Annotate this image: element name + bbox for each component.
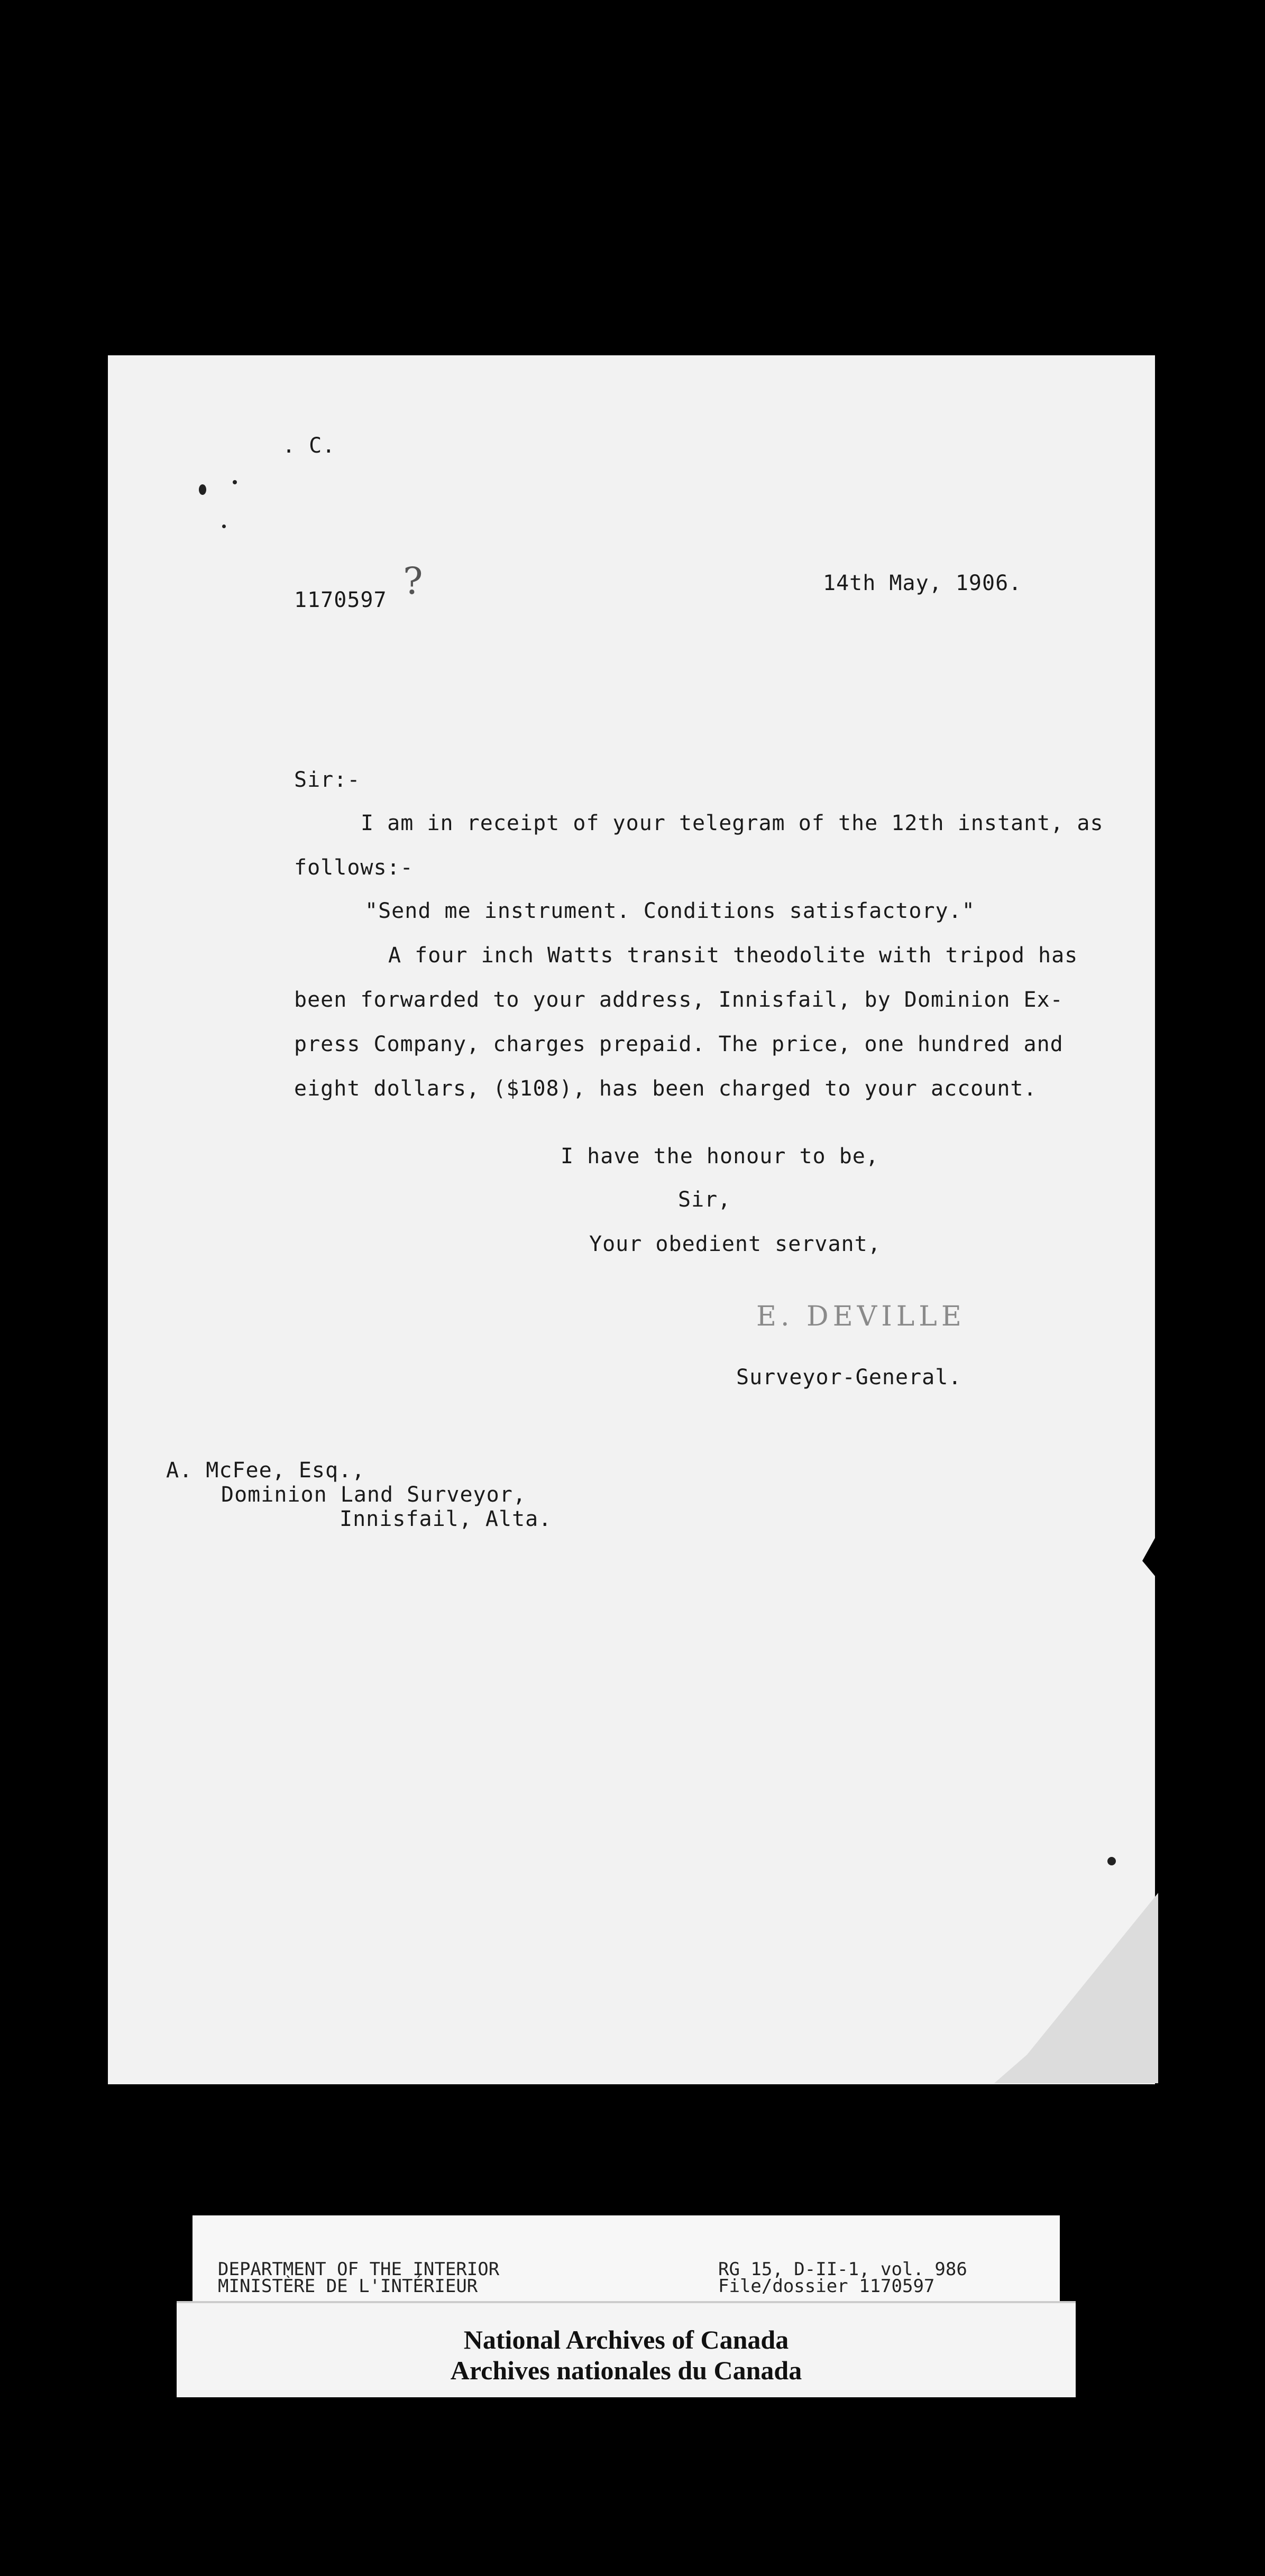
department-en: DEPARTMENT OF THE INTERIOR	[218, 2259, 500, 2280]
archives-banner	[177, 2301, 1076, 2397]
closing-line: Sir,	[678, 1188, 731, 1212]
handwritten-mark: ?	[403, 559, 423, 603]
archive-reference-label	[192, 2215, 1060, 2304]
body-line: A four inch Watts transit theodolite with tripod has	[388, 943, 1078, 968]
body-line: follows:-	[294, 855, 414, 880]
archive-name-fr: Archives nationales du Canada	[450, 2356, 802, 2385]
ink-speck	[222, 525, 226, 528]
header-mark: . C.	[282, 434, 336, 458]
ink-speck	[199, 484, 206, 495]
archive-name-en: National Archives of Canada	[463, 2325, 789, 2354]
closing-line: I have the honour to be,	[561, 1144, 879, 1169]
addressee-line: Innisfail, Alta.	[340, 1507, 552, 1531]
body-line: press Company, charges prepaid. The price, one hundred and	[294, 1032, 1064, 1056]
addressee-line: A. McFee, Esq.,	[166, 1458, 365, 1483]
ink-speck	[233, 480, 237, 484]
body-line: I am in receipt of your telegram of the 12th instant, as	[361, 811, 1104, 835]
body-line: been forwarded to your address, Innisfail, by Dominion Ex-	[294, 988, 1064, 1012]
department-fr: MINISTÈRE DE L'INTÉRIEUR	[218, 2276, 478, 2297]
addressee-line: Dominion Land Surveyor,	[221, 1483, 526, 1507]
letter-page	[108, 355, 1155, 2084]
salutation: Sir:-	[294, 768, 361, 792]
closing-line: Your obedient servant,	[589, 1232, 881, 1256]
signature-stamp: E. DEVILLE	[756, 1301, 966, 1332]
body-line: "Send me instrument. Conditions satisfactory."	[365, 899, 975, 923]
ink-speck	[1107, 1857, 1116, 1865]
file-number: 1170597	[294, 588, 387, 612]
body-line: eight dollars, ($108), has been charged to your account.	[294, 1077, 1037, 1101]
letter-date: 14th May, 1906.	[823, 571, 1022, 595]
file-reference: File/dossier 1170597	[718, 2276, 935, 2297]
reference-number: RG 15, D-II-1, vol. 986	[718, 2259, 967, 2280]
signature-title: Surveyor-General.	[736, 1365, 962, 1390]
